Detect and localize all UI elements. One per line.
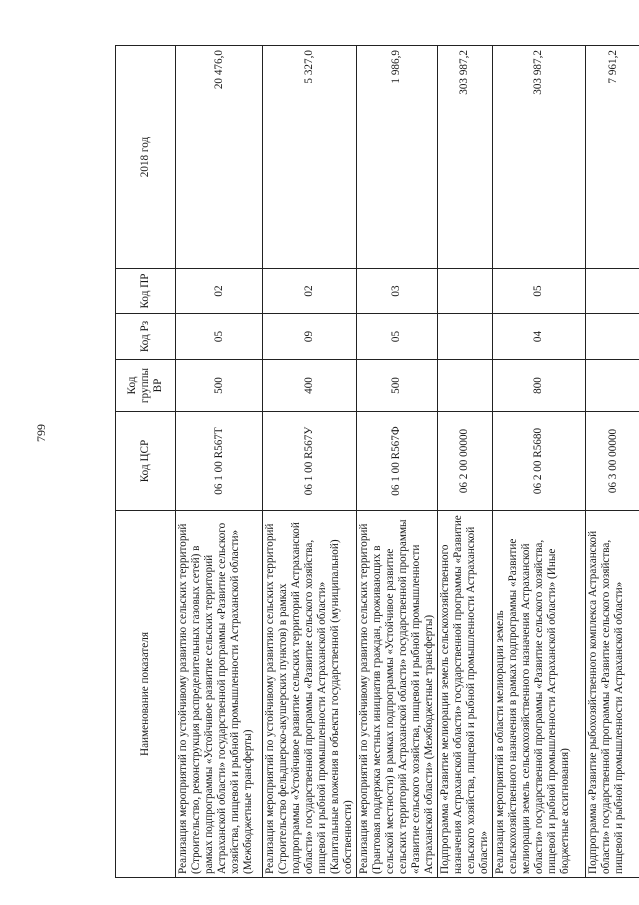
row-csr: 06 1 00 R567Т (176, 412, 263, 511)
table-row (356, 46, 437, 878)
row-name: Реализация мероприятий по устойчивому развитию сельских территорий (Грантовая поддержка местных инициатив граждан, проживающих в сельской местности) в рамках подпрограммы «Устойчивое развитие сельских территорий Астраханской области» государственной программы «Развитие сельского хозяйства, пищевой и рыбной промышленности Астраханской области» (Межбюджетные трансферты) (356, 511, 437, 878)
row-name: Реализация мероприятий по устойчивому развитию сельских территорий (Строительство, реконструкция распределительных газовых сетей) в рамках подпрограммы «Устойчивое развитие сельских территорий Астраханской области» государственной программы «Развитие сельского хозяйства, пищевой и рыбной промышленности Астраханской области» (Межбюджетные трансферты) (176, 511, 263, 878)
row-pr (437, 269, 492, 314)
row-pr: 02 (176, 269, 263, 314)
row-name: Реализация мероприятий по устойчивому развитию сельских территорий (Строительство фельдшерско-акушерских пунктов) в рамках подпрограммы «Устойчивое развитие сельских территорий Астраханской области» государственной программы «Развитие сельского хозяйства, пищевой и рыбной промышленности Астраханской области» (Капитальные вложения в объекты государственной (муниципальной) собственности) (263, 511, 357, 878)
header-vr: Код группы ВР (116, 360, 176, 412)
table-row (585, 46, 639, 878)
row-vr: 500 (176, 360, 263, 412)
row-rz (437, 314, 492, 360)
rotated-table-container (115, 46, 625, 878)
page-number: 799 (34, 424, 48, 442)
header-csr: Код ЦСР (116, 412, 176, 511)
table-row (437, 46, 492, 878)
header-sum: 2018 год (116, 46, 176, 269)
row-name: Подпрограмма «Развитие мелиорации земель сельскохозяйственного назначения Астраханской области» государственной программы «Развитие сельского хозяйства, пищевой и рыбной промышленности Астраханской области» (437, 511, 492, 878)
row-pr: 02 (263, 269, 357, 314)
row-csr: 06 3 00 00000 (585, 412, 639, 511)
row-vr (585, 360, 639, 412)
row-vr: 500 (356, 360, 437, 412)
row-sum: 1 986,9 (356, 46, 437, 269)
table-row (263, 46, 357, 878)
row-rz (585, 314, 639, 360)
row-name: Реализация мероприятий в области мелиорации земель сельскохозяйственного назначения в рамках подпрограммы «Развитие мелиорации земель сельскохозяйственного назначения Астраханской области» государственной программы «Развитие сельского хозяйства, пищевой и рыбной промышленности Астраханской области» (Иные бюджетные ассигнования) (492, 511, 585, 878)
row-vr (437, 360, 492, 412)
header-pr: Код ПР (116, 269, 176, 314)
row-pr (585, 269, 639, 314)
row-name: Подпрограмма «Развитие рыбохозяйственного комплекса Астраханской области» государственной программы «Развитие сельского хозяйства, пищевой и рыбной промышленности Астраханской области» (585, 511, 639, 878)
row-sum: 7 961,2 (585, 46, 639, 269)
row-rz: 09 (263, 314, 357, 360)
table-row (176, 46, 263, 878)
row-sum: 303 987,2 (492, 46, 585, 269)
table-row (492, 46, 585, 878)
row-csr: 06 1 00 R567Ф (356, 412, 437, 511)
row-csr: 06 2 00 00000 (437, 412, 492, 511)
budget-table (115, 45, 639, 878)
header-rz: Код Рз (116, 314, 176, 360)
row-pr: 03 (356, 269, 437, 314)
row-vr: 800 (492, 360, 585, 412)
row-pr: 05 (492, 269, 585, 314)
table-header-row (116, 46, 176, 878)
header-name: Наименование показателя (116, 511, 176, 878)
row-sum: 5 327,0 (263, 46, 357, 269)
row-rz: 04 (492, 314, 585, 360)
row-rz: 05 (356, 314, 437, 360)
row-sum: 20 476,0 (176, 46, 263, 269)
row-sum: 303 987,2 (437, 46, 492, 269)
row-csr: 06 1 00 R567У (263, 412, 357, 511)
row-csr: 06 2 00 R5680 (492, 412, 585, 511)
row-rz: 05 (176, 314, 263, 360)
row-vr: 400 (263, 360, 357, 412)
